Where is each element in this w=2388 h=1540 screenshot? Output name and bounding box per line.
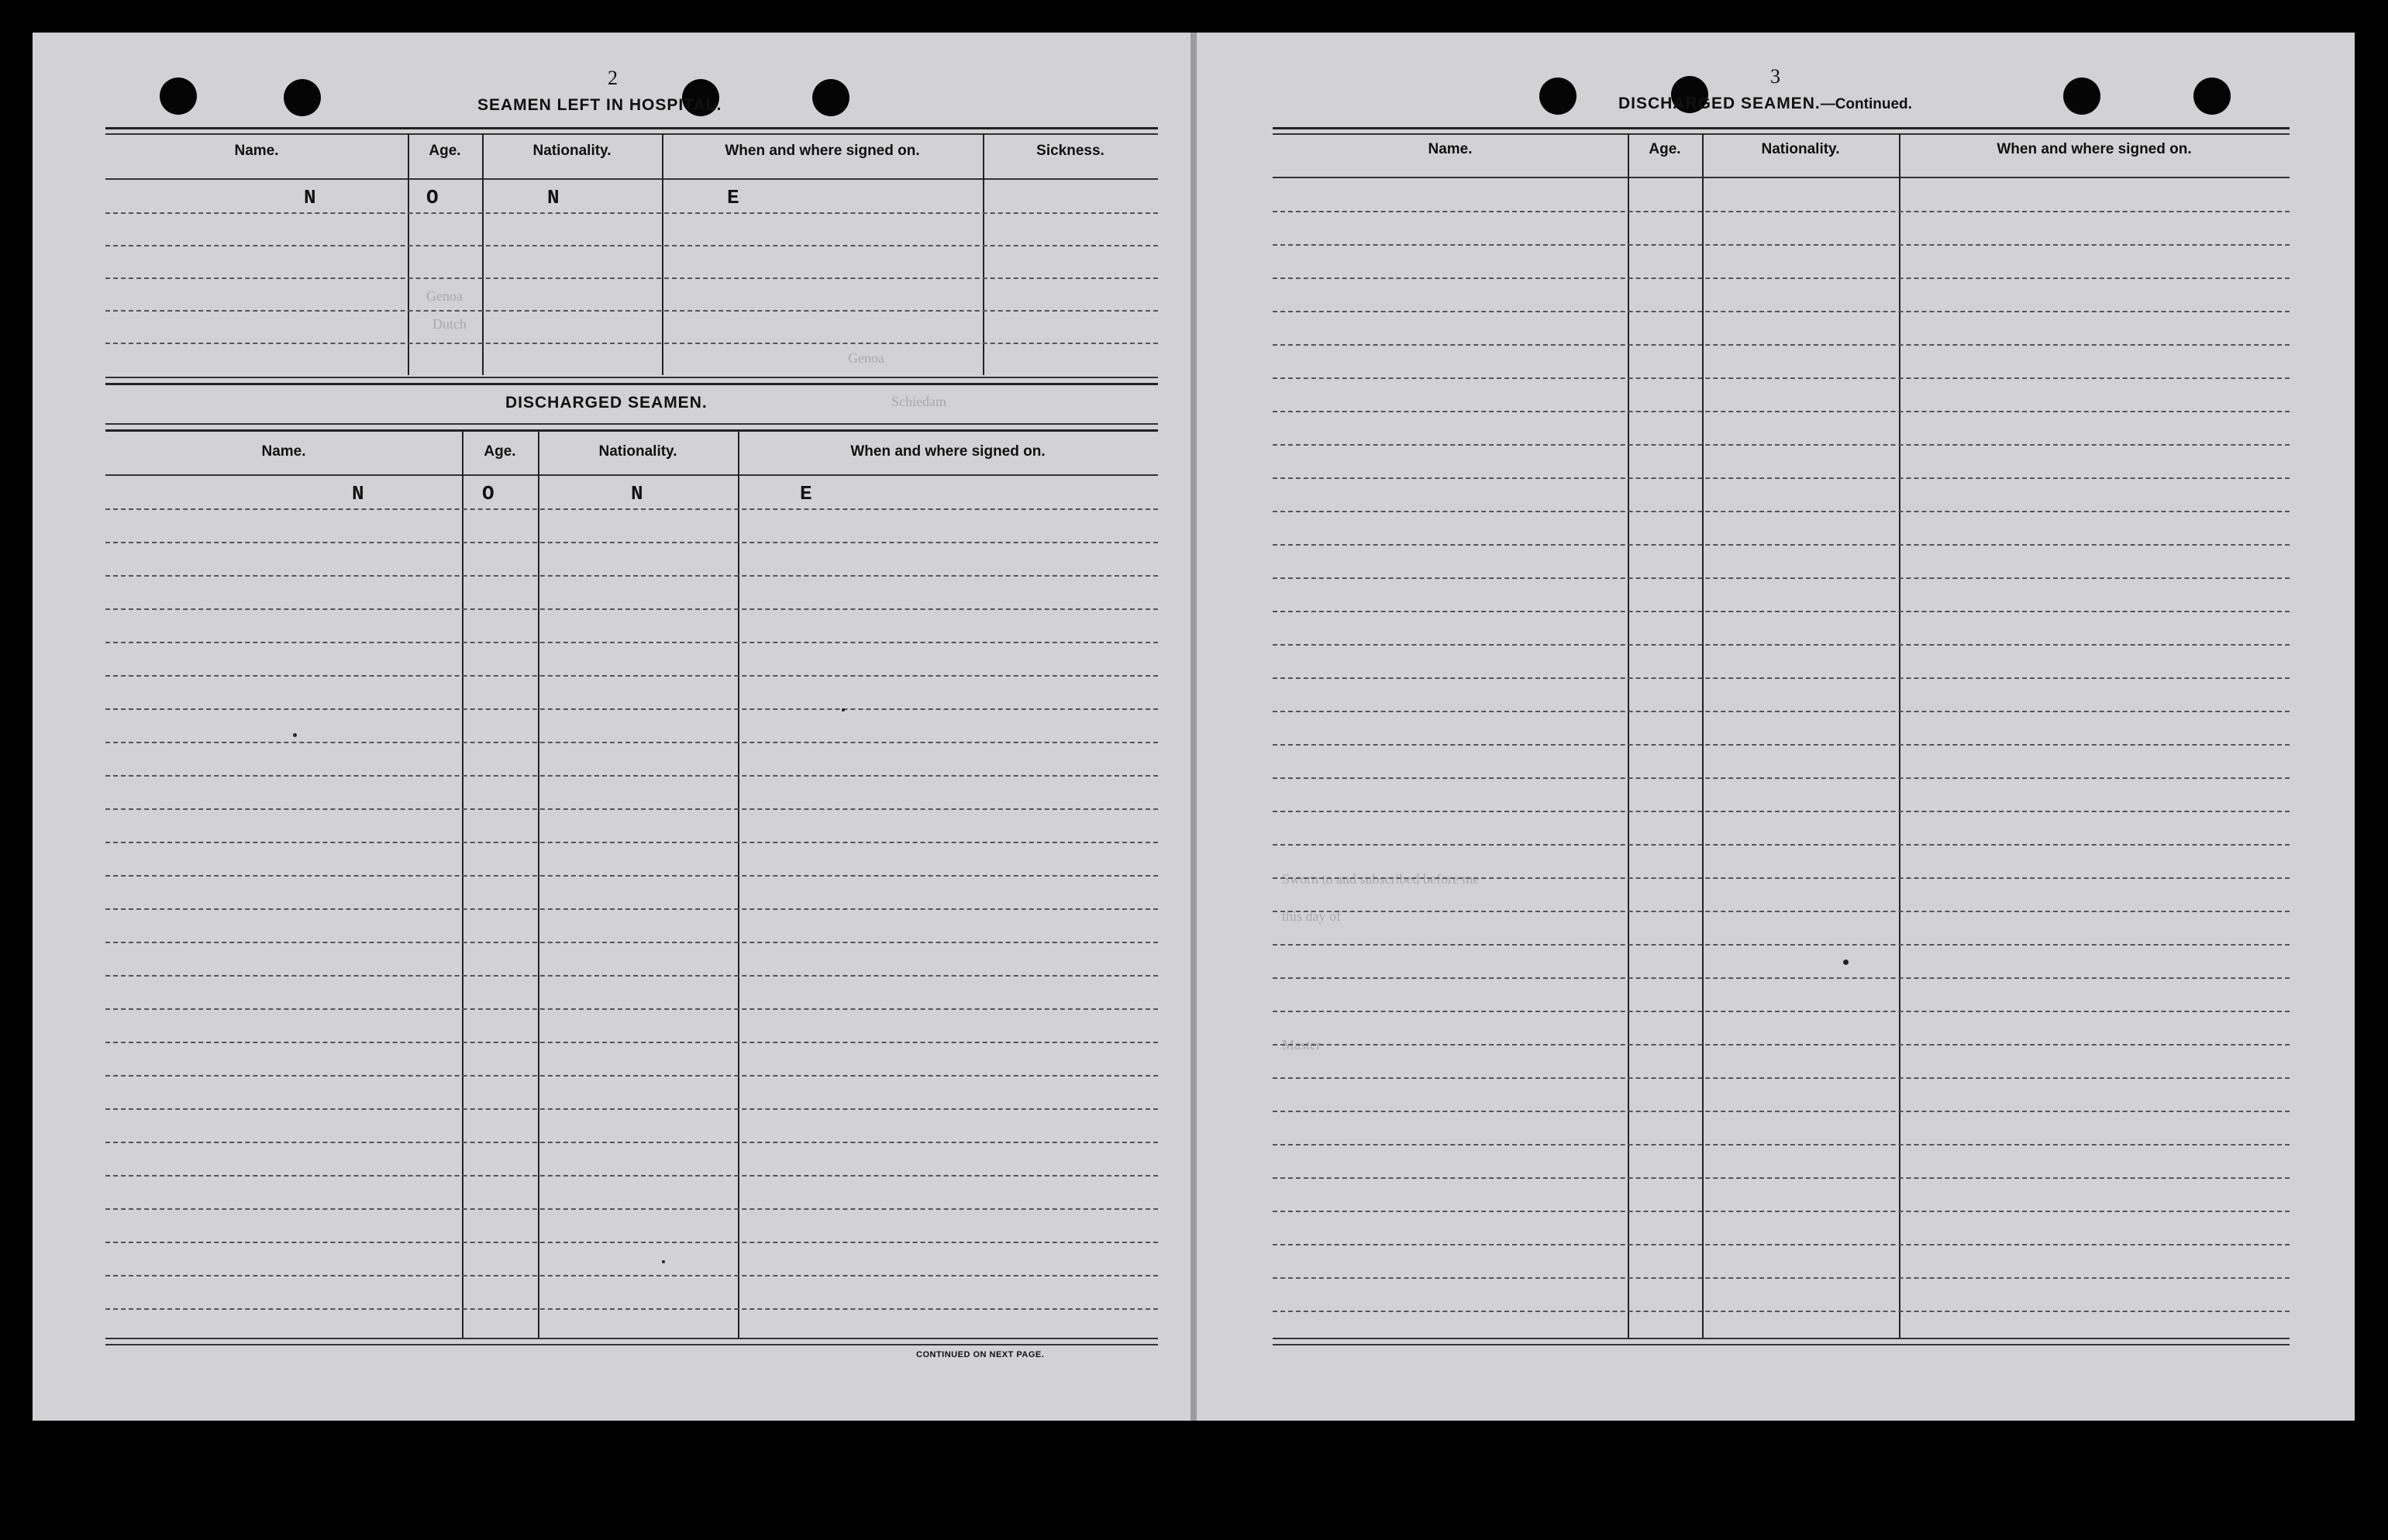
show-through-text: Genoa [426,288,463,304]
ruled-row-line [1273,377,2290,379]
ruled-row-line [105,1042,1158,1043]
column-divider [538,429,539,1338]
ruled-row-line [1273,644,2290,646]
typed-none-letter: N [547,186,560,209]
ruled-row-line [1273,1011,2290,1012]
ruled-row-line [1273,577,2290,579]
ruled-row-line [1273,811,2290,812]
ruled-row-line [105,1008,1158,1010]
ink-speck [293,733,297,737]
typed-none-letter: E [800,482,812,505]
table-bottom-rule [1273,1344,2290,1345]
punch-hole [160,78,197,115]
ruled-row-line [105,608,1158,610]
column-divider [408,133,409,375]
typed-none-letter: N [352,482,364,505]
punch-hole [2063,78,2100,115]
typed-none-letter: N [304,186,316,209]
ruled-row-line [105,343,1158,344]
punch-hole [284,79,321,116]
ruled-row-line [1273,1144,2290,1146]
ruled-row-line [1273,977,2290,979]
column-header-name: Name. [234,143,279,159]
ink-speck [1843,959,1849,965]
page-number: 3 [1770,65,1780,88]
ruled-row-line [1273,844,2290,846]
header-bottom-rule [105,474,1158,476]
ruled-row-line [1273,1111,2290,1112]
ruled-row-line [105,310,1158,312]
table-top-rule [1273,133,2290,135]
column-header-signed-on: When and where signed on. [850,443,1046,460]
ruled-row-line [105,908,1158,910]
column-header-age: Age. [429,143,461,159]
show-through-text: Dutch [432,316,467,332]
ruled-row-line [1273,877,2290,879]
ruled-row-line [105,642,1158,643]
ruled-row-line [105,808,1158,810]
show-through-text: Schiedam [891,394,946,409]
column-divider [983,133,984,375]
punch-hole [2193,78,2231,115]
ruled-row-line [1273,344,2290,346]
ruled-row-line [1273,1244,2290,1245]
ruled-row-line [1273,544,2290,546]
punch-hole [1539,78,1576,115]
column-header-nationality: Nationality. [1761,141,1840,157]
ruled-row-line [1273,211,2290,212]
ruled-row-line [105,1075,1158,1077]
ruled-row-line [105,708,1158,710]
ruled-row-line [105,1142,1158,1143]
ruled-row-line [105,508,1158,510]
column-header-nationality: Nationality. [598,443,677,460]
ink-speck [842,708,845,711]
right-page [1197,33,2355,1421]
ruled-row-line [1273,744,2290,746]
page-gutter [1191,33,1197,1421]
ruled-row-line [105,842,1158,843]
column-header-signed-on: When and where signed on. [1997,141,2192,157]
ruled-row-line [105,277,1158,279]
ruled-row-line [105,775,1158,777]
ruled-row-line [1273,1211,2290,1212]
discharged-section-title: DISCHARGED SEAMEN. [505,394,708,412]
ruled-row-line [105,1242,1158,1243]
table-top-rule [105,429,1158,432]
column-header-name: Name. [1428,141,1473,157]
column-header-name: Name. [261,443,306,460]
ruled-row-line [105,675,1158,677]
ruled-row-line [1273,911,2290,912]
column-divider [662,133,663,375]
table-top-rule [1273,127,2290,129]
continued-note: CONTINUED ON NEXT PAGE. [916,1350,1045,1359]
ruled-row-line [1273,1044,2290,1046]
ruled-row-line [105,942,1158,943]
ruled-row-line [105,1175,1158,1177]
ruled-row-line [105,1308,1158,1310]
ruled-row-line [105,1275,1158,1276]
table-top-rule [105,127,1158,129]
typed-none-letter: O [426,186,439,209]
ruled-row-line [1273,1311,2290,1312]
typed-none-letter: N [631,482,643,505]
show-through-text: Master [1282,1037,1321,1053]
column-divider [1702,133,1704,1338]
typed-none-letter: O [482,482,494,505]
ruled-row-line [1273,477,2290,479]
show-through-text: this day of [1282,908,1341,924]
ruled-row-line [1273,511,2290,512]
ruled-row-line [1273,244,2290,246]
page-number: 2 [608,67,618,89]
title-main: DISCHARGED SEAMEN. [1618,95,1821,112]
ruled-row-line [1273,1277,2290,1279]
table-bottom-rule [105,1338,1158,1339]
ruled-row-line [105,212,1158,214]
column-header-sickness: Sickness. [1036,143,1104,159]
title-sub: —Continued. [1820,96,1912,112]
table-bottom-rule [1273,1338,2290,1339]
ruled-row-line [1273,711,2290,712]
ruled-row-line [105,1108,1158,1110]
show-through-text: Genoa [848,350,884,366]
ink-speck [662,1260,665,1263]
table-bottom-rule [105,377,1158,378]
ruled-row-line [1273,1177,2290,1179]
header-bottom-rule [105,178,1158,180]
typed-none-letter: E [727,186,739,209]
column-divider [482,133,484,375]
show-through-text: Sworn to and subscribed before me [1282,871,1480,887]
column-divider [738,429,739,1338]
table-bottom-rule [105,383,1158,385]
ruled-row-line [1273,311,2290,312]
discharged-continued-title [1618,95,1912,113]
ruled-row-line [105,245,1158,246]
ruled-row-line [105,875,1158,877]
punch-hole [812,79,849,116]
column-header-nationality: Nationality. [532,143,612,159]
column-divider [1899,133,1900,1338]
column-divider [462,429,463,1338]
table-top-rule [105,133,1158,135]
table-top-rule [105,423,1158,425]
ruled-row-line [105,575,1158,577]
ruled-row-line [1273,677,2290,679]
ruled-row-line [1273,944,2290,946]
column-header-signed-on: When and where signed on. [725,143,920,159]
ruled-row-line [105,1208,1158,1210]
ruled-row-line [105,742,1158,743]
ruled-row-line [1273,611,2290,612]
ruled-row-line [105,542,1158,543]
ruled-row-line [1273,444,2290,446]
header-bottom-rule [1273,177,2290,178]
column-header-age: Age. [484,443,516,460]
table-bottom-rule [105,1344,1158,1345]
ruled-row-line [105,975,1158,977]
column-header-age: Age. [1649,141,1681,157]
column-divider [1628,133,1629,1338]
ruled-row-line [1273,1077,2290,1079]
hospital-section-title: SEAMEN LEFT IN HOSPITAL. [477,96,722,114]
left-page [33,33,1191,1421]
ruled-row-line [1273,277,2290,279]
ruled-row-line [1273,411,2290,412]
ruled-row-line [1273,777,2290,779]
